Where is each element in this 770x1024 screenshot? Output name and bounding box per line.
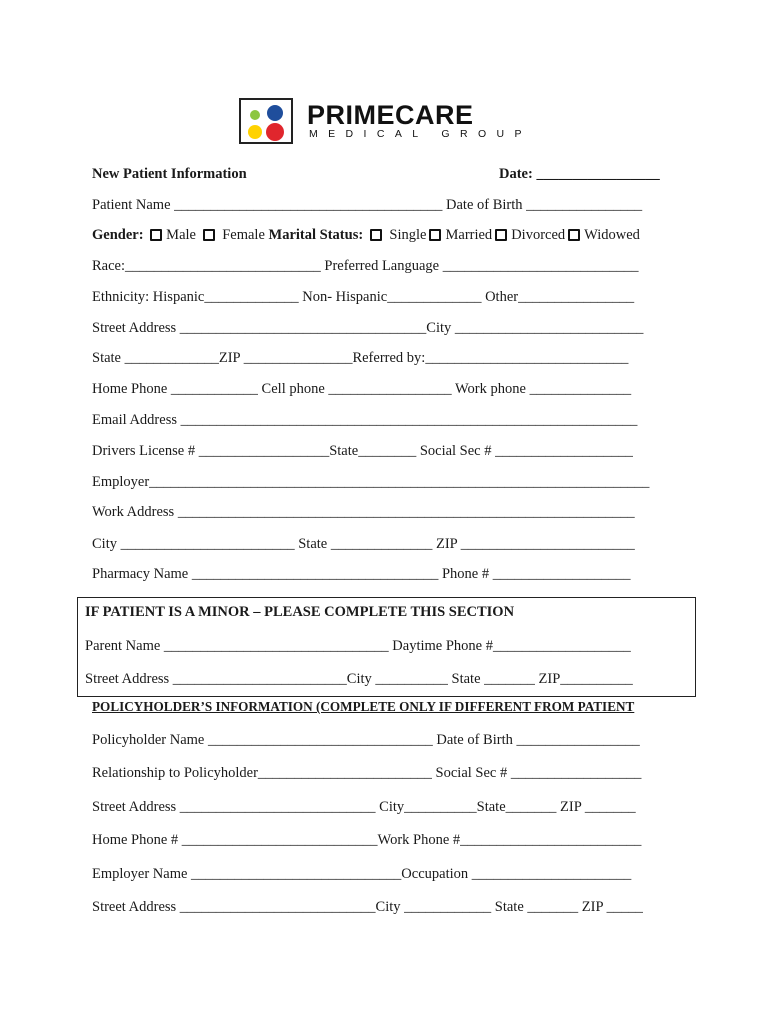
state-zip-referred-row[interactable]: State _____________ZIP _______________Referred by:____________________________ (92, 350, 629, 366)
logo-blue-dot (267, 105, 283, 121)
patient-name-row[interactable]: Patient Name _____________________________________ Date of Birth ________________ (92, 197, 643, 213)
logo-title: PRIMECARE (307, 100, 474, 130)
policyholder-street-row[interactable]: Street Address ___________________________ City__________State_______ ZIP _______ (92, 799, 636, 815)
married-checkbox[interactable] (429, 229, 441, 241)
minor-section-heading: IF PATIENT IS A MINOR – PLEASE COMPLETE THIS SECTION (85, 604, 515, 620)
female-label: Female (222, 227, 265, 243)
employer-street-row[interactable]: Street Address ___________________________City ____________ State _______ ZIP _____ (92, 899, 643, 915)
single-label: Single (389, 227, 427, 243)
ethnicity-row[interactable]: Ethnicity: Hispanic_____________ Non- Hispanic_____________ Other________________ (92, 289, 635, 305)
male-label: Male (166, 227, 196, 243)
policyholder-name-row[interactable]: Policyholder Name _______________________________ Date of Birth _________________ (92, 732, 640, 748)
policyholder-employer-row[interactable]: Employer Name _____________________________Occupation ______________________ (92, 866, 632, 882)
female-checkbox[interactable] (203, 229, 215, 241)
logo-red-dot (266, 123, 284, 141)
drivers-license-row[interactable]: Drivers License # __________________State________ Social Sec # ___________________ (92, 443, 633, 459)
street-city-row[interactable]: Street Address __________________________________City __________________________ (92, 320, 644, 336)
divorced-label: Divorced (511, 227, 566, 243)
single-checkbox[interactable] (370, 229, 382, 241)
pharmacy-row[interactable]: Pharmacy Name __________________________________ Phone # ___________________ (92, 566, 631, 582)
email-row[interactable]: Email Address _______________________________________________________________ (92, 412, 638, 428)
primecare-logo (239, 98, 533, 146)
form-title: New Patient Information (92, 166, 247, 182)
gender-marital-row (92, 226, 640, 244)
employer-row[interactable]: Employer_____________________________________________________________________ (92, 474, 650, 490)
city-state-zip-row[interactable]: City ________________________ State ______________ ZIP ________________________ (92, 536, 635, 552)
relationship-row[interactable]: Relationship to Policyholder________________________ Social Sec # __________________ (92, 765, 642, 781)
widowed-label: Widowed (584, 227, 640, 243)
gender-label: Gender: (92, 227, 144, 243)
married-label: Married (445, 227, 493, 243)
date-field[interactable]: Date: _________________ (499, 166, 660, 182)
minor-street-row[interactable]: Street Address ________________________City __________ State _______ ZIP__________ (85, 671, 633, 687)
logo-subtitle: MEDICAL GROUP (309, 128, 532, 140)
logo-yellow-dot (248, 125, 262, 139)
widowed-checkbox[interactable] (568, 229, 580, 241)
parent-name-row[interactable]: Parent Name _______________________________ Daytime Phone #___________________ (85, 638, 631, 654)
policyholder-phone-row[interactable]: Home Phone # ___________________________Work Phone #_________________________ (92, 832, 642, 848)
phones-row[interactable]: Home Phone ____________ Cell phone _________________ Work phone ______________ (92, 381, 632, 397)
policyholder-heading: POLICYHOLDER’S INFORMATION (COMPLETE ONLY IF DIFFERENT FROM PATIENT (92, 699, 635, 714)
work-address-row[interactable]: Work Address _______________________________________________________________ (92, 504, 635, 520)
logo-mark (239, 98, 293, 144)
race-language-row[interactable]: Race:___________________________ Preferred Language ___________________________ (92, 258, 639, 274)
male-checkbox[interactable] (150, 229, 162, 241)
logo-green-dot (250, 110, 260, 120)
divorced-checkbox[interactable] (495, 229, 507, 241)
marital-status-label: Marital Status: (268, 227, 364, 243)
